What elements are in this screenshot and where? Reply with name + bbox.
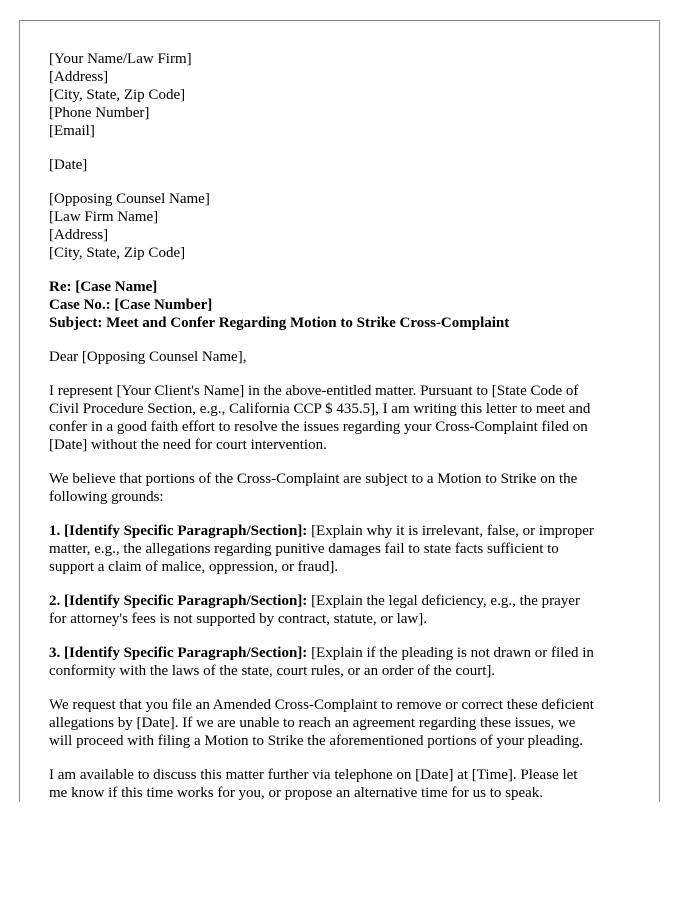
recipient-firm: [Law Firm Name] [49,209,159,225]
sender-name: [Your Name/Law Firm] [49,51,192,67]
paragraph-line: I am available to discuss this matter further via telephone on [Date] at [Time]. Please let [49,767,578,783]
ground-item-first-line [49,592,639,610]
ground-item-text: [Explain if the pleading is not drawn or filed in [307,645,594,661]
recipient-address: [Address] [49,227,109,243]
paragraph-line: confer in a good faith effort to resolve the issues regarding your Cross-Complaint filed on [49,419,588,435]
paragraph-line: We request that you file an Amended Cross-Complaint to remove or correct these deficient [49,697,594,713]
availability-paragraph [49,766,639,802]
ground-item-label: 2. [Identify Specific Paragraph/Section]: [49,593,308,609]
ground-item-label: 1. [Identify Specific Paragraph/Section]: [49,523,308,539]
sender-email: [Email] [49,123,95,139]
request-paragraph [49,696,639,750]
ground-item-label: 3. [Identify Specific Paragraph/Section]: [49,645,308,661]
paragraph-line: will proceed with filing a Motion to Strike the aforementioned portions of your pleading. [49,733,584,749]
letter-date: [Date] [49,157,88,173]
ground-item-first-line [49,644,639,662]
paragraph-line: We believe that portions of the Cross-Complaint are subject to a Motion to Strike on the [49,471,578,487]
ground-item-3 [49,644,639,680]
reference-block [49,278,639,332]
sender-address: [Address] [49,69,109,85]
paragraph-line: [Date] without the need for court intervention. [49,437,327,453]
subject-line: Subject: Meet and Confer Regarding Motion to Strike Cross-Complaint [49,315,510,331]
recipient-block [49,190,639,262]
paragraph-line: allegations by [Date]. If we are unable to reach an agreement regarding these issues, we [49,715,576,731]
paragraph-line: for attorney's fees is not supported by contract, statute, or law]. [49,611,428,627]
ground-item-text: [Explain why it is irrelevant, false, or improper [307,523,594,539]
grounds-intro-paragraph [49,470,639,506]
paragraph-line: me know if this time works for you, or propose an alternative time for us to speak. [49,785,544,801]
sender-city-state-zip: [City, State, Zip Code] [49,87,186,103]
recipient-city-state-zip: [City, State, Zip Code] [49,245,186,261]
sender-phone: [Phone Number] [49,105,150,121]
paragraph-line: support a claim of malice, oppression, or fraud]. [49,559,339,575]
ground-item-first-line [49,522,639,540]
salutation: Dear [Opposing Counsel Name], [49,349,247,365]
ground-item-text: [Explain the legal deficiency, e.g., the prayer [307,593,580,609]
sender-block [49,50,639,140]
paragraph-line: following grounds: [49,489,164,505]
letter-page [19,20,660,802]
case-name: Re: [Case Name] [49,279,158,295]
date-block [49,156,639,174]
paragraph-line: matter, e.g., the allegations regarding punitive damages fail to state facts sufficient to [49,541,559,557]
paragraph-line: conformity with the laws of the state, court rules, or an order of the court]. [49,663,496,679]
paragraph-line: Civil Procedure Section, e.g., California CCP $ 435.5], I am writing this letter to meet and [49,401,591,417]
case-number: Case No.: [Case Number] [49,297,213,313]
paragraph-line: I represent [Your Client's Name] in the above-entitled matter. Pursuant to [State Code of [49,383,579,399]
ground-item-1 [49,522,639,576]
salutation-block [49,348,639,366]
letter-content [49,50,639,802]
ground-item-2 [49,592,639,628]
intro-paragraph [49,382,639,454]
recipient-name: [Opposing Counsel Name] [49,191,210,207]
